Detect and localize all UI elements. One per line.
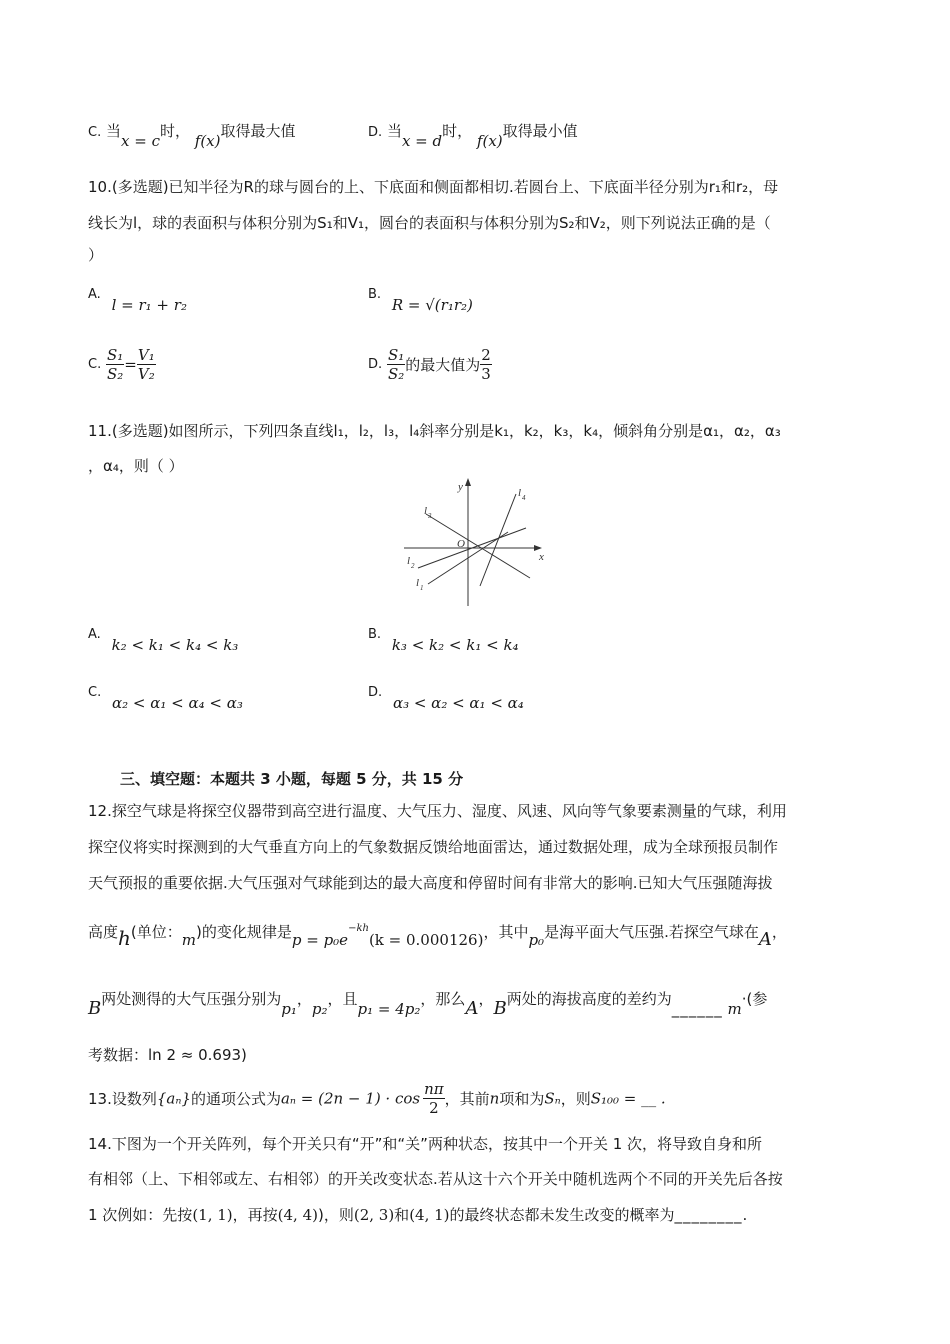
math-expression: k₃ < k₂ < k₁ < k₄ — [391, 636, 519, 654]
text: ，其中 — [483, 923, 529, 941]
text: 1 次例如：先按 — [88, 1206, 193, 1224]
text: 的通项公式为 — [190, 1090, 281, 1108]
option-text: 时， — [159, 122, 190, 140]
answer-blank: ______ — [671, 1000, 723, 1018]
option-text: 的最大值为 — [405, 356, 481, 374]
math-expression: x = c — [121, 132, 160, 150]
math-symbol: n — [489, 1089, 500, 1108]
origin-label: O — [457, 538, 465, 550]
q14-line-3 — [88, 1204, 748, 1226]
math-expression: k₂ < k₁ < k₄ < k₃ — [111, 636, 239, 654]
q10-line-1: 10.(多选题)已知半径为R的球与圆台的上、下底面和侧面都相切.若圆台上、下底面半径分别为r₁和r₂，母 — [88, 178, 779, 196]
math-symbol: A — [758, 929, 772, 950]
text: 项和为 — [499, 1090, 545, 1108]
text: ，且 — [327, 990, 358, 1008]
text: ·(参 — [741, 990, 768, 1008]
line-l4 — [480, 494, 516, 586]
q11-option-a — [88, 624, 239, 654]
text: ，其前 — [444, 1090, 490, 1108]
option-text: 取得最大值 — [220, 122, 296, 140]
q10-option-d — [368, 346, 492, 383]
text: ，那么 — [420, 990, 466, 1008]
option-label: C. — [88, 685, 102, 700]
text: 高度 — [88, 923, 119, 941]
q9-option-d — [368, 120, 578, 150]
math-expression: (4, 4) — [277, 1206, 318, 1224]
section-heading: 三、填空题：本题共 3 小题，每题 5 分，共 15 分 — [120, 770, 464, 788]
fraction — [106, 346, 124, 383]
fraction-numerator: S₁ — [387, 346, 405, 364]
fraction-denominator: S₂ — [107, 365, 124, 383]
text: ， — [771, 923, 787, 941]
math-expression: R = √(r₁r₂) — [391, 296, 473, 314]
q10-option-c — [88, 346, 156, 383]
fraction-denominator: S₂ — [387, 365, 405, 383]
q12-line-6: 考数据：ln 2 ≈ 0.693) — [88, 1046, 247, 1064]
math-expression: l = r₁ + r₂ — [111, 296, 187, 314]
l1-subscript: 1 — [420, 584, 424, 592]
math-expression: {aₙ} — [156, 1089, 191, 1108]
fraction-numerator: V₁ — [137, 346, 155, 364]
q12-line-5 — [88, 988, 768, 1019]
math-expression: (1, 1) — [192, 1206, 233, 1224]
text: 和 — [394, 1206, 410, 1224]
math-symbol: p₁ — [281, 1000, 297, 1018]
text: 是海平面大气压强.若探空气球在 — [544, 923, 759, 941]
math-expression: (k = 0.000126) — [368, 931, 484, 949]
fraction — [423, 1080, 445, 1117]
text: ， — [478, 990, 494, 1008]
option-label: B. — [368, 287, 382, 302]
text: ， — [296, 990, 312, 1008]
l3-label: l — [424, 505, 428, 517]
fraction-numerator: nπ — [424, 1080, 444, 1098]
math-expression: (4, 1) — [409, 1206, 450, 1224]
option-label: D. — [368, 685, 383, 700]
l4-label: l — [518, 487, 522, 499]
fraction-denominator: V₂ — [137, 365, 155, 383]
text: (单位： — [130, 923, 182, 941]
q11-option-b — [368, 624, 519, 654]
q13-line — [88, 1080, 666, 1117]
x-label: x — [539, 551, 544, 563]
q10-option-a — [88, 284, 187, 314]
math-expression: x = d — [401, 132, 443, 150]
q12-line-2: 探空仪将实时探测到的大气垂直方向上的气象数据反馈给地面雷达，通过数据处理，成为全球预报员制作 — [88, 838, 779, 856]
q11-option-d — [368, 682, 524, 712]
q10-option-b — [368, 284, 473, 314]
text: )，则 — [317, 1206, 354, 1224]
math-symbol: A — [465, 998, 479, 1019]
math-expression: S₁₀₀ = __ . — [590, 1089, 666, 1108]
math-symbol: B — [493, 998, 507, 1019]
q12-line-4 — [88, 918, 787, 950]
q10-line-2: 线长为l，球的表面积与体积分别为S₁和V₁，圆台的表面积与体积分别为S₂和V₂，则下列说法正确的是（ — [88, 214, 771, 232]
option-label: D. — [368, 357, 383, 372]
fraction-denominator: 2 — [429, 1099, 439, 1117]
fraction — [387, 346, 405, 383]
math-symbol: B — [88, 998, 102, 1019]
equals-sign: = — [124, 355, 137, 374]
q14-line-2: 有相邻（上、下相邻或左、右相邻）的开关改变状态.若从这十六个开关中随机选两个不同的开关先后各按 — [88, 1170, 783, 1188]
q12-line-1: 12.探空气球是将探空仪器带到高空进行温度、大气压力、湿度、风速、风向等气象要素测量的气球，利用 — [88, 802, 787, 820]
l4-subscript: 4 — [522, 494, 526, 502]
fraction — [480, 346, 492, 383]
option-label: A. — [88, 627, 101, 642]
math-expression: f(x) — [476, 132, 503, 150]
text: ，再按 — [232, 1206, 278, 1224]
answer-blank: ________. — [674, 1206, 749, 1224]
option-label: C. — [88, 357, 102, 372]
q11-option-c — [88, 682, 243, 712]
fraction-denominator: 3 — [481, 365, 491, 383]
option-label: A. — [88, 287, 101, 302]
text: 的最终状态都未发生改变的概率为 — [449, 1206, 675, 1224]
q12-line-3: 天气预报的重要依据.大气压强对气球能到达的最大高度和停留时间有非常大的影响.已知大气压强随海拔 — [88, 874, 773, 892]
text: 13.设数列 — [88, 1090, 157, 1108]
option-label: B. — [368, 627, 382, 642]
q11-line-2: ，α₄，则（ ） — [88, 457, 184, 475]
option-text: 当 — [386, 122, 402, 140]
option-text: 时， — [442, 122, 473, 140]
text: ，则 — [560, 1090, 591, 1108]
math-symbol: p₂ — [311, 1000, 328, 1018]
q11-line-1: 11.(多选题)如图所示，下列四条直线l₁，l₂，l₃，l₄斜率分别是k₁，k₂，k₃，k₄，倾斜角分别是α₁，α₂，α₃ — [88, 422, 781, 440]
l1-label: l — [416, 577, 420, 589]
math-expression: α₂ < α₁ < α₄ < α₃ — [112, 694, 243, 712]
fraction — [137, 346, 156, 383]
math-symbol: Sₙ — [544, 1089, 561, 1108]
q10-line-3: ） — [88, 246, 104, 264]
text: 两处测得的大气压强分别为 — [101, 990, 282, 1008]
option-text: 取得最小值 — [502, 122, 578, 140]
option-text: 当 — [106, 122, 122, 140]
text: 两处的海拔高度的差约为 — [506, 990, 672, 1008]
option-label: D. — [368, 125, 383, 140]
text: )的变化规律是 — [196, 923, 292, 941]
math-expression: α₃ < α₂ < α₁ < α₄ — [392, 694, 524, 712]
l2-label: l — [407, 555, 411, 567]
math-symbol: h — [118, 926, 131, 950]
l2-subscript: 2 — [411, 562, 415, 570]
y-label: y — [458, 481, 463, 493]
math-expression: aₙ = (2n − 1) · cos — [280, 1089, 421, 1108]
math-expression: p = p₀e — [291, 931, 349, 949]
math-symbol: p₀ — [528, 931, 545, 949]
option-label: C. — [88, 125, 102, 140]
q14-line-1: 14.下图为一个开关阵列，每个开关只有“开”和“关”两种状态，按其中一个开关 1 次，将导致自身和所 — [88, 1135, 763, 1153]
y-axis-arrow — [465, 478, 471, 486]
math-exponent: −kh — [348, 923, 369, 934]
math-expression: f(x) — [194, 132, 221, 150]
math-expression: p₁ = 4p₂ — [357, 1000, 421, 1018]
math-symbol: m — [181, 931, 196, 949]
lines-figure — [398, 476, 548, 610]
fraction-numerator: S₁ — [107, 346, 124, 364]
math-symbol: m — [727, 1000, 742, 1018]
math-expression: (2, 3) — [353, 1206, 395, 1224]
fraction-numerator: 2 — [481, 346, 491, 364]
q9-option-c — [88, 120, 296, 150]
l3-subscript: 3 — [428, 512, 432, 520]
